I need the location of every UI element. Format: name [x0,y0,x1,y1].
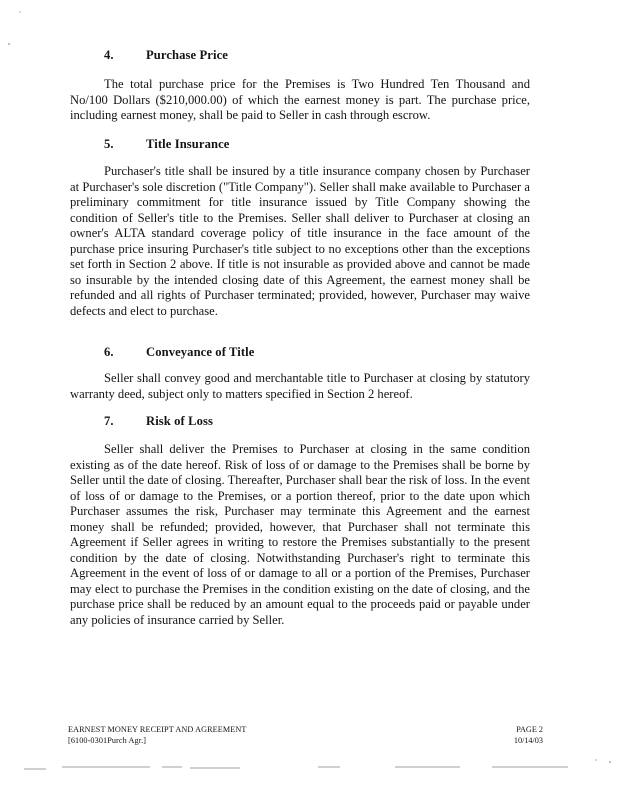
footer-document-reference: [6100-0301Purch Agr.] [68,736,147,745]
section-body: The total purchase price for the Premises is Two Hundred Ten Thousand and No/100 Dollars ($210,000.00) of which the earnest money is part. The purchase price, including earnest money, shall be paid to Seller in cash through escrow. [70,77,530,123]
footer-document-info [68,724,246,746]
section-number: 5. [104,137,114,151]
section-body: Seller shall convey good and merchantable title to Purchaser at closing by statutory warranty deed, subject only to matters specified in Section 2 hereof. [70,371,530,401]
section-title: Risk of Loss [146,414,213,428]
section-heading [104,48,228,63]
section-title: Purchase Price [146,48,228,62]
footer-document-title: EARNEST MONEY RECEIPT AND AGREEMENT [68,725,247,734]
footer-date: 10/14/03 [513,736,543,745]
section-body: Purchaser's title shall be insured by a title insurance company chosen by Purchaser at Purchaser's sole discretion ("Title Company"). Seller shall make available to Purchaser a preliminary commitment for title insurance issued by Title Company showing the condition of Seller's title to the Premises. Seller shall deliver to Purchaser at closing an owner's ALTA standard coverage policy of title insurance in the face amount of the purchase price insuring Purchaser's title subject to no exceptions other than the exceptions set forth in Section 2 above. If title is not insurable as provided above and cannot be made so insurable by the intended closing date of this Agreement, the earnest money shall be refunded and all rights of Purchaser terminated; provided, however, Purchaser may waive defects and elect to purchase. [70,164,530,318]
section-heading [104,137,229,152]
section-title: Title Insurance [146,137,230,151]
section-number: 6. [104,345,114,359]
section-heading [104,414,213,429]
section-number: 4. [104,48,114,62]
footer-page-number: PAGE 2 [516,725,543,734]
section-heading [104,345,254,360]
section-body: Seller shall deliver the Premises to Purchaser at closing in the same condition existing as of the date hereof. Risk of loss of or damage to the Premises shall be borne by Seller until the date of closing. Thereafter, Purchaser shall bear the risk of loss. In the event of loss of or damage to the Premises, or a portion thereof, prior to the date upon which Purchaser assumes the risk, Purchaser may terminate this Agreement and the earnest money shall be refunded; provided, however, that Purchaser shall not terminate this Agreement if Seller agrees in writing to restore the Premises substantially to the present condition by the date of closing. Notwithstanding Purchaser's right to terminate this Agreement in the event of loss of or damage to all or a portion of the Premises, Purchaser may elect to purchase the Premises in the condition existing on the date of closing, and the purchase price shall be reduced by an amount equal to the proceeds paid or payable under any policies of insurance carried by Seller. [70,442,530,628]
section-title: Conveyance of Title [146,345,255,359]
section-number: 7. [104,414,114,428]
footer-page-info [514,724,543,746]
